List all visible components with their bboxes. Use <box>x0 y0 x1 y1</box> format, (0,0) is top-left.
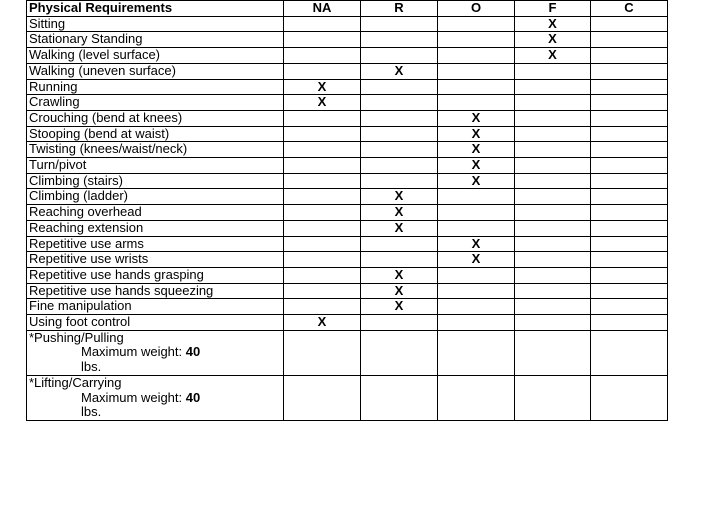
frequency-mark-c <box>591 158 668 174</box>
frequency-mark-o <box>438 205 515 221</box>
table-row <box>27 79 668 95</box>
frequency-mark-na <box>284 220 361 236</box>
frequency-mark-f <box>515 299 591 315</box>
table-row <box>27 205 668 221</box>
requirement-label: Fine manipulation <box>27 299 284 315</box>
table-row <box>27 220 668 236</box>
header-o: O <box>438 1 515 17</box>
frequency-mark-na: X <box>284 79 361 95</box>
frequency-mark-na <box>284 16 361 32</box>
frequency-mark-o <box>438 267 515 283</box>
weight-table-row <box>27 330 668 375</box>
frequency-mark-c <box>591 315 668 331</box>
weight-requirement-cell <box>27 330 284 375</box>
frequency-mark-c <box>591 79 668 95</box>
requirement-label: Climbing (stairs) <box>27 173 284 189</box>
frequency-mark-c <box>591 299 668 315</box>
frequency-mark-f <box>515 189 591 205</box>
frequency-mark-o <box>438 189 515 205</box>
table-row <box>27 48 668 64</box>
requirement-label: Climbing (ladder) <box>27 189 284 205</box>
frequency-mark-na <box>284 142 361 158</box>
frequency-mark-c <box>591 236 668 252</box>
table-row <box>27 252 668 268</box>
frequency-mark-r <box>361 173 438 189</box>
weight-unit: lbs. <box>81 359 102 375</box>
frequency-mark-o <box>438 79 515 95</box>
requirement-label: Stationary Standing <box>27 32 284 48</box>
frequency-mark-na <box>284 173 361 189</box>
requirement-label: Reaching overhead <box>27 205 284 221</box>
frequency-mark-f <box>515 252 591 268</box>
frequency-mark-c <box>591 189 668 205</box>
frequency-mark-f <box>515 267 591 283</box>
frequency-mark-o <box>438 63 515 79</box>
requirement-label: Crawling <box>27 95 284 111</box>
frequency-mark-na <box>284 63 361 79</box>
frequency-mark-f: X <box>515 32 591 48</box>
requirement-label: Twisting (knees/waist/neck) <box>27 142 284 158</box>
frequency-mark-c <box>591 63 668 79</box>
table-row <box>27 267 668 283</box>
frequency-mark-r: X <box>361 220 438 236</box>
table-row <box>27 110 668 126</box>
frequency-mark-na: X <box>284 315 361 331</box>
frequency-mark-o <box>438 16 515 32</box>
frequency-mark-r: X <box>361 63 438 79</box>
frequency-mark-r <box>361 48 438 64</box>
table-row <box>27 95 668 111</box>
max-weight-line <box>29 391 281 406</box>
frequency-mark-c <box>591 220 668 236</box>
frequency-mark-r <box>361 32 438 48</box>
table-row <box>27 32 668 48</box>
frequency-mark-c <box>591 16 668 32</box>
frequency-mark-f <box>515 220 591 236</box>
table-row <box>27 173 668 189</box>
frequency-mark-f <box>515 375 591 420</box>
frequency-mark-o: X <box>438 142 515 158</box>
frequency-mark-f <box>515 110 591 126</box>
frequency-mark-na <box>284 267 361 283</box>
weight-unit: lbs. <box>81 404 102 420</box>
frequency-mark-f <box>515 283 591 299</box>
frequency-mark-r <box>361 330 438 375</box>
table-row <box>27 283 668 299</box>
frequency-mark-f <box>515 158 591 174</box>
frequency-mark-r <box>361 236 438 252</box>
frequency-mark-o <box>438 375 515 420</box>
frequency-mark-f: X <box>515 48 591 64</box>
table-row <box>27 236 668 252</box>
frequency-mark-f: X <box>515 16 591 32</box>
requirement-label: Stooping (bend at waist) <box>27 126 284 142</box>
frequency-mark-c <box>591 142 668 158</box>
header-f: F <box>515 1 591 17</box>
frequency-mark-c <box>591 330 668 375</box>
frequency-mark-o <box>438 95 515 111</box>
frequency-mark-c <box>591 126 668 142</box>
frequency-mark-o <box>438 330 515 375</box>
frequency-mark-r <box>361 79 438 95</box>
frequency-mark-r <box>361 142 438 158</box>
header-physical-requirements: Physical Requirements <box>27 1 284 17</box>
frequency-mark-f <box>515 173 591 189</box>
frequency-mark-na <box>284 189 361 205</box>
frequency-mark-r <box>361 126 438 142</box>
frequency-mark-c <box>591 205 668 221</box>
physical-requirements-table <box>26 0 668 421</box>
frequency-mark-na <box>284 375 361 420</box>
frequency-mark-r <box>361 158 438 174</box>
max-weight-value: 40 <box>185 344 201 360</box>
table-row <box>27 16 668 32</box>
frequency-mark-f <box>515 142 591 158</box>
frequency-mark-na: X <box>284 95 361 111</box>
table-row <box>27 63 668 79</box>
max-weight-line <box>29 345 281 360</box>
frequency-mark-r <box>361 252 438 268</box>
frequency-mark-na <box>284 299 361 315</box>
frequency-mark-o <box>438 32 515 48</box>
frequency-mark-f <box>515 79 591 95</box>
frequency-mark-na <box>284 236 361 252</box>
requirement-label: Repetitive use arms <box>27 236 284 252</box>
requirement-label: Walking (level surface) <box>27 48 284 64</box>
frequency-mark-c <box>591 95 668 111</box>
frequency-mark-f <box>515 95 591 111</box>
requirement-label: Sitting <box>27 16 284 32</box>
weight-requirement-label: *Lifting/Carrying <box>29 375 122 390</box>
frequency-mark-f <box>515 236 591 252</box>
frequency-mark-r: X <box>361 205 438 221</box>
frequency-mark-o: X <box>438 173 515 189</box>
weight-table-row <box>27 375 668 420</box>
frequency-mark-f <box>515 205 591 221</box>
table-row <box>27 315 668 331</box>
frequency-mark-r: X <box>361 283 438 299</box>
frequency-mark-f <box>515 315 591 331</box>
requirement-label: Walking (uneven surface) <box>27 63 284 79</box>
frequency-mark-r <box>361 16 438 32</box>
frequency-mark-na <box>284 110 361 126</box>
frequency-mark-c <box>591 252 668 268</box>
frequency-mark-o <box>438 220 515 236</box>
table-row <box>27 189 668 205</box>
frequency-mark-na <box>284 283 361 299</box>
header-na: NA <box>284 1 361 17</box>
frequency-mark-c <box>591 110 668 126</box>
requirement-label: Crouching (bend at knees) <box>27 110 284 126</box>
requirement-label: Repetitive use hands squeezing <box>27 283 284 299</box>
frequency-mark-c <box>591 375 668 420</box>
requirement-label: Using foot control <box>27 315 284 331</box>
requirement-label: Running <box>27 79 284 95</box>
frequency-mark-na <box>284 252 361 268</box>
requirement-label: Repetitive use hands grasping <box>27 267 284 283</box>
frequency-mark-o: X <box>438 252 515 268</box>
table-row <box>27 126 668 142</box>
requirement-label: Turn/pivot <box>27 158 284 174</box>
max-weight-value: 40 <box>185 389 201 405</box>
frequency-mark-r: X <box>361 189 438 205</box>
frequency-mark-o: X <box>438 110 515 126</box>
table-row <box>27 299 668 315</box>
frequency-mark-r <box>361 375 438 420</box>
requirement-label: Repetitive use wrists <box>27 252 284 268</box>
header-row <box>27 1 668 17</box>
table-row <box>27 142 668 158</box>
frequency-mark-r <box>361 95 438 111</box>
max-weight-label: Maximum weight: <box>81 344 183 360</box>
frequency-mark-na <box>284 158 361 174</box>
header-c: C <box>591 1 668 17</box>
frequency-mark-o <box>438 315 515 331</box>
frequency-mark-na <box>284 126 361 142</box>
frequency-mark-o <box>438 299 515 315</box>
frequency-mark-na <box>284 32 361 48</box>
weight-requirement-label: *Pushing/Pulling <box>29 330 124 345</box>
requirement-label: Reaching extension <box>27 220 284 236</box>
max-weight-label: Maximum weight: <box>81 389 183 405</box>
frequency-mark-c <box>591 267 668 283</box>
frequency-mark-r: X <box>361 299 438 315</box>
frequency-mark-c <box>591 173 668 189</box>
frequency-mark-r <box>361 315 438 331</box>
frequency-mark-r: X <box>361 267 438 283</box>
frequency-mark-o: X <box>438 126 515 142</box>
frequency-mark-f <box>515 126 591 142</box>
header-r: R <box>361 1 438 17</box>
frequency-mark-c <box>591 48 668 64</box>
frequency-mark-c <box>591 32 668 48</box>
frequency-mark-o: X <box>438 158 515 174</box>
frequency-mark-na <box>284 330 361 375</box>
frequency-mark-f <box>515 63 591 79</box>
frequency-mark-o <box>438 283 515 299</box>
frequency-mark-c <box>591 283 668 299</box>
frequency-mark-na <box>284 48 361 64</box>
frequency-mark-r <box>361 110 438 126</box>
frequency-mark-o <box>438 48 515 64</box>
frequency-mark-na <box>284 205 361 221</box>
frequency-mark-f <box>515 330 591 375</box>
frequency-mark-o: X <box>438 236 515 252</box>
weight-requirement-cell <box>27 375 284 420</box>
table-row <box>27 158 668 174</box>
